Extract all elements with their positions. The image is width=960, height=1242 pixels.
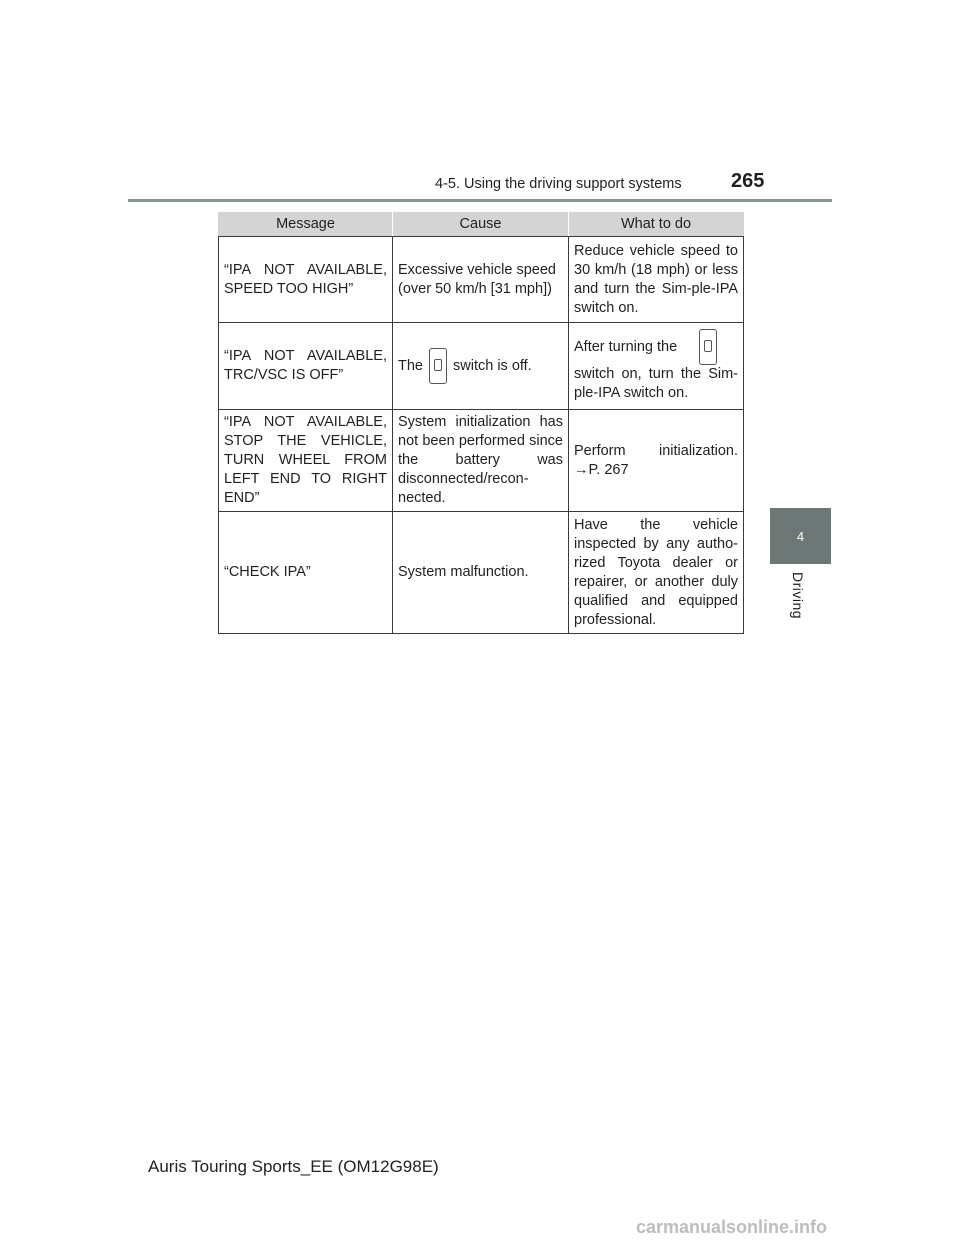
message-cell: “IPA NOT AVAILABLE, SPEED TOO HIGH” (219, 237, 393, 323)
message-table (218, 212, 744, 634)
chapter-tab[interactable] (770, 508, 831, 564)
action-cell (569, 323, 744, 410)
action-cell: Reduce vehicle speed to 30 km/h (18 mph) or less and turn the Sim-ple-IPA switch on. (569, 237, 744, 323)
action-cell: Perform initialization. →P. 267 (569, 410, 744, 512)
chapter-label: Driving (790, 572, 806, 620)
message-cell: “IPA NOT AVAILABLE, TRC/VSC IS OFF” (219, 323, 393, 410)
vsc-off-switch-icon (429, 348, 447, 384)
action-text-before: After turning the (574, 338, 678, 355)
chapter-tab-number: 4 (796, 528, 805, 544)
table-row (219, 237, 744, 323)
cause-text-before: The (398, 357, 423, 374)
action-text-after: switch on, turn the Sim-ple-IPA switch on. (574, 366, 738, 401)
table-header-row (219, 212, 744, 237)
cause-cell: System initialization has not been performed since the battery was disconnected/recon-nected. (393, 410, 569, 512)
column-header-what-to-do: What to do (569, 212, 744, 237)
vsc-off-switch-icon (699, 329, 717, 365)
cause-cell: System malfunction. (393, 512, 569, 634)
table-row (219, 323, 744, 410)
column-header-message: Message (219, 212, 393, 237)
action-cell: Have the vehicle inspected by any autho-rized Toyota dealer or repairer, or another duly qualified and equipped professional. (569, 512, 744, 634)
cause-text-after: switch is off. (453, 357, 532, 374)
footer-model-name: Auris Touring Sports_EE (OM12G98E) (148, 1157, 439, 1176)
page-number: 265 (731, 170, 765, 192)
column-header-cause: Cause (393, 212, 569, 237)
cause-cell (393, 323, 569, 410)
watermark[interactable]: carmanualsonline.info (636, 1217, 828, 1237)
header-rule (128, 199, 832, 202)
message-cell: “CHECK IPA” (219, 512, 393, 634)
table-row (219, 410, 744, 512)
message-cell: “IPA NOT AVAILABLE, STOP THE VEHICLE, TURN WHEEL FROM LEFT END TO RIGHT END” (219, 410, 393, 512)
header-section-title: 4-5. Using the driving support systems (435, 176, 682, 192)
cause-cell: Excessive vehicle speed (over 50 km/h [31 mph]) (393, 237, 569, 323)
table-row (219, 512, 744, 634)
